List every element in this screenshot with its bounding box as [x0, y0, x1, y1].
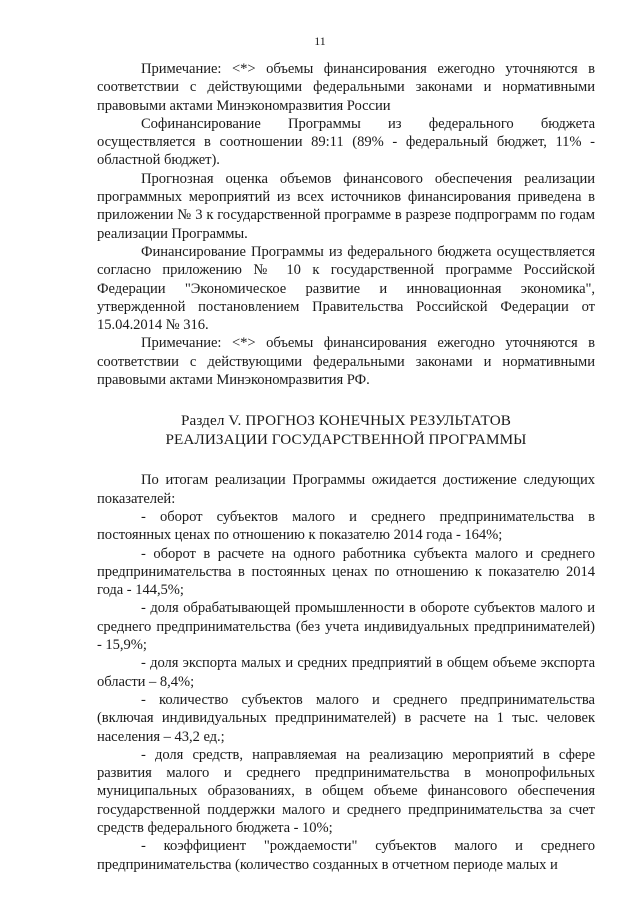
indicator-item: - доля обрабатывающей промышленности в обороте субъектов малого и среднего предпринимательства (без учета индивидуальных предпринимателей) - 15,9%; [97, 600, 595, 654]
section-title [97, 411, 595, 449]
paragraph-federal-financing: Финансирование Программы из федерального бюджета осуществляется согласно приложению № 10 к государственной программе Российской Федерации "Экономическое развитие и инновационная экономика", утвержденной постановлением Правительства Российской Федерации от 15.04.2014 № 316. [97, 243, 595, 334]
indicator-item: - оборот в расчете на одного работника субъекта малого и среднего предпринимательства в постоянных ценах по отношению к показателю 2014 года - 144,5%; [97, 545, 595, 599]
paragraph-forecast-estimate: Прогнозная оценка объемов финансового обеспечения реализации программных мероприятий из всех источников финансирования приведена в приложении № 3 к государственной программе в разрезе подпрограмм по годам реализации Программы. [97, 170, 595, 242]
section-title-line-1: Раздел V. ПРОГНОЗ КОНЕЧНЫХ РЕЗУЛЬТАТОВ [180, 412, 512, 430]
indicator-item: - количество субъектов малого и среднего предпринимательства (включая индивидуальных предпринимателей) в расчете на 1 тыс. человек населения – 43,2 ед.; [97, 691, 595, 745]
document-body [97, 60, 595, 874]
indicator-item: - коэффициент "рождаемости" субъектов малого и среднего предпринимательства (количество созданных в отчетном периоде малых и [97, 838, 595, 873]
section-title-line-2: РЕАЛИЗАЦИИ ГОСУДАРСТВЕННОЙ ПРОГРАММЫ [165, 431, 527, 449]
page-number: 11 [314, 34, 326, 48]
indicator-item: - доля экспорта малых и средних предприятий в общем объеме экспорта области – 8,4%; [97, 655, 595, 690]
indicator-item: - доля средств, направляемая на реализацию мероприятий в сфере развития малого и среднего предпринимательства в монопрофильных муниципальных образованиях, в общем объеме финансового обеспечения государственной поддержки малого и среднего предпринимательства за счет средств федерального бюджета - 10%; [97, 746, 595, 836]
paragraph-note-1: Примечание: <*> объемы финансирования ежегодно уточняются в соответствии с действующими федеральными законами и нормативными правовыми актами Минэкономразвития России [97, 61, 595, 114]
paragraph-cofinancing: Софинансирование Программы из федерального бюджета осуществляется в соотношении 89:11 (89% - федеральный бюджет, 11% - областной бюджет). [97, 115, 595, 169]
paragraph-intro: По итогам реализации Программы ожидается достижение следующих показателей: [97, 472, 595, 507]
paragraph-note-2: Примечание: <*> объемы финансирования ежегодно уточняются в соответствии с действующими федеральными законами и нормативными правовыми актами Минэкономразвития РФ. [97, 335, 595, 389]
indicator-item: - оборот субъектов малого и среднего предпринимательства в постоянных ценах по отношению к показателю 2014 года - 164%; [97, 508, 595, 544]
